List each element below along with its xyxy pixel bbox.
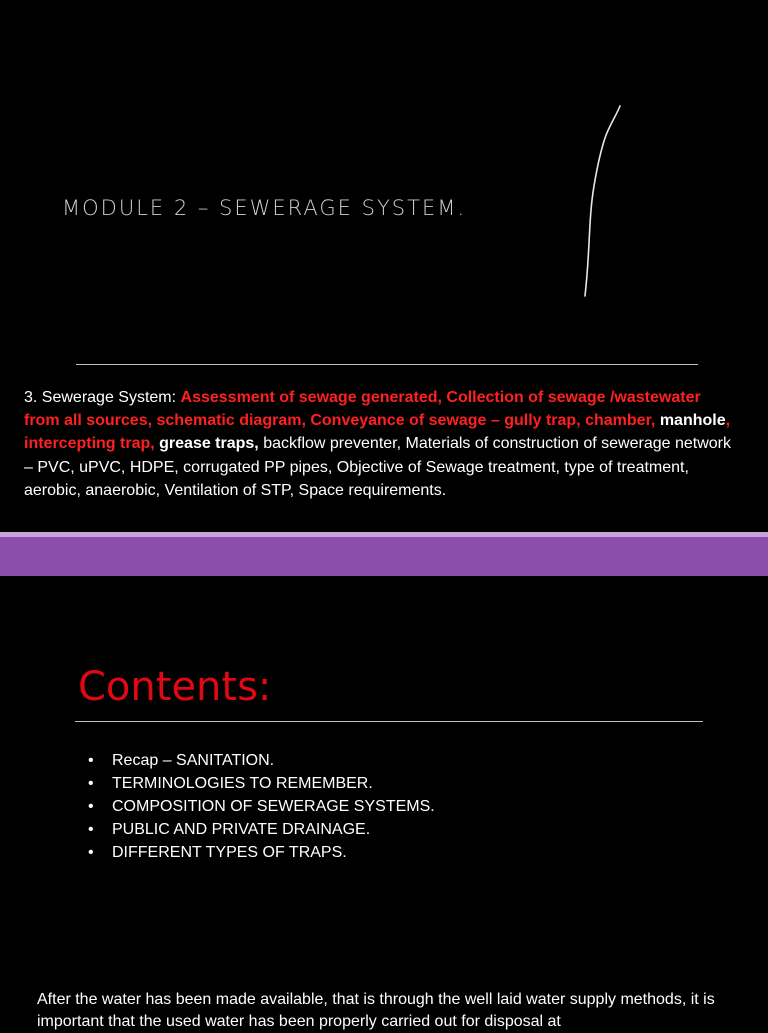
list-item-text: DIFFERENT TYPES OF TRAPS.	[112, 844, 347, 861]
separator-highlight	[0, 532, 768, 537]
contents-divider-line	[75, 721, 703, 722]
list-item-text: PUBLIC AND PRIVATE DRAINAGE.	[112, 821, 371, 838]
list-item	[88, 749, 435, 772]
list-item-text: TERMINOLOGIES TO REMEMBER.	[112, 775, 373, 792]
list-item	[88, 841, 435, 864]
list-item-text: COMPOSITION OF SEWERAGE SYSTEMS.	[112, 798, 435, 815]
contents-heading: Contents:	[78, 664, 272, 710]
syllabus-bold-manhole: manhole	[659, 412, 726, 430]
syllabus-bold-grease-traps: grease traps,	[159, 435, 259, 453]
syllabus-rest: backflow preventer, Materials of construction of sewerage network – PVC, uPVC, HDPE, corrugated PP pipes, Objective of Sewage treatment, type of treatment, aerobic, anaerobic, Ventilation of STP, Space requirements.	[24, 435, 731, 499]
list-item	[88, 795, 435, 818]
syllabus-highlight-1: Assessment of sewage generated, Collection of sewage /wastewater from all sources, schematic diagram, Conveyance of sewage – gully trap, chamber,	[24, 389, 701, 430]
title-divider-line	[76, 364, 698, 365]
module-title: MODULE 2 – SEWERAGE SYSTEM.	[62, 196, 467, 220]
syllabus-paragraph	[24, 386, 740, 502]
bullet-icon: •	[88, 798, 94, 815]
list-item-text: Recap – SANITATION.	[112, 752, 275, 769]
bullet-icon: •	[88, 752, 94, 769]
list-item	[88, 818, 435, 841]
list-item	[88, 772, 435, 795]
contents-list	[88, 749, 435, 864]
bullet-icon: •	[88, 775, 94, 792]
bullet-icon: •	[88, 844, 94, 861]
syllabus-highlight-2: , intercepting trap,	[24, 412, 731, 453]
pen-annotation-stroke	[575, 98, 635, 303]
bullet-icon: •	[88, 821, 94, 838]
syllabus-lead: 3. Sewerage System:	[24, 389, 181, 406]
slide-separator-band	[0, 532, 768, 576]
slide3-body-text: After the water has been made available, that is through the well laid water supply methods, it is important that the used water has been properly carried out for disposal at	[37, 991, 715, 1030]
